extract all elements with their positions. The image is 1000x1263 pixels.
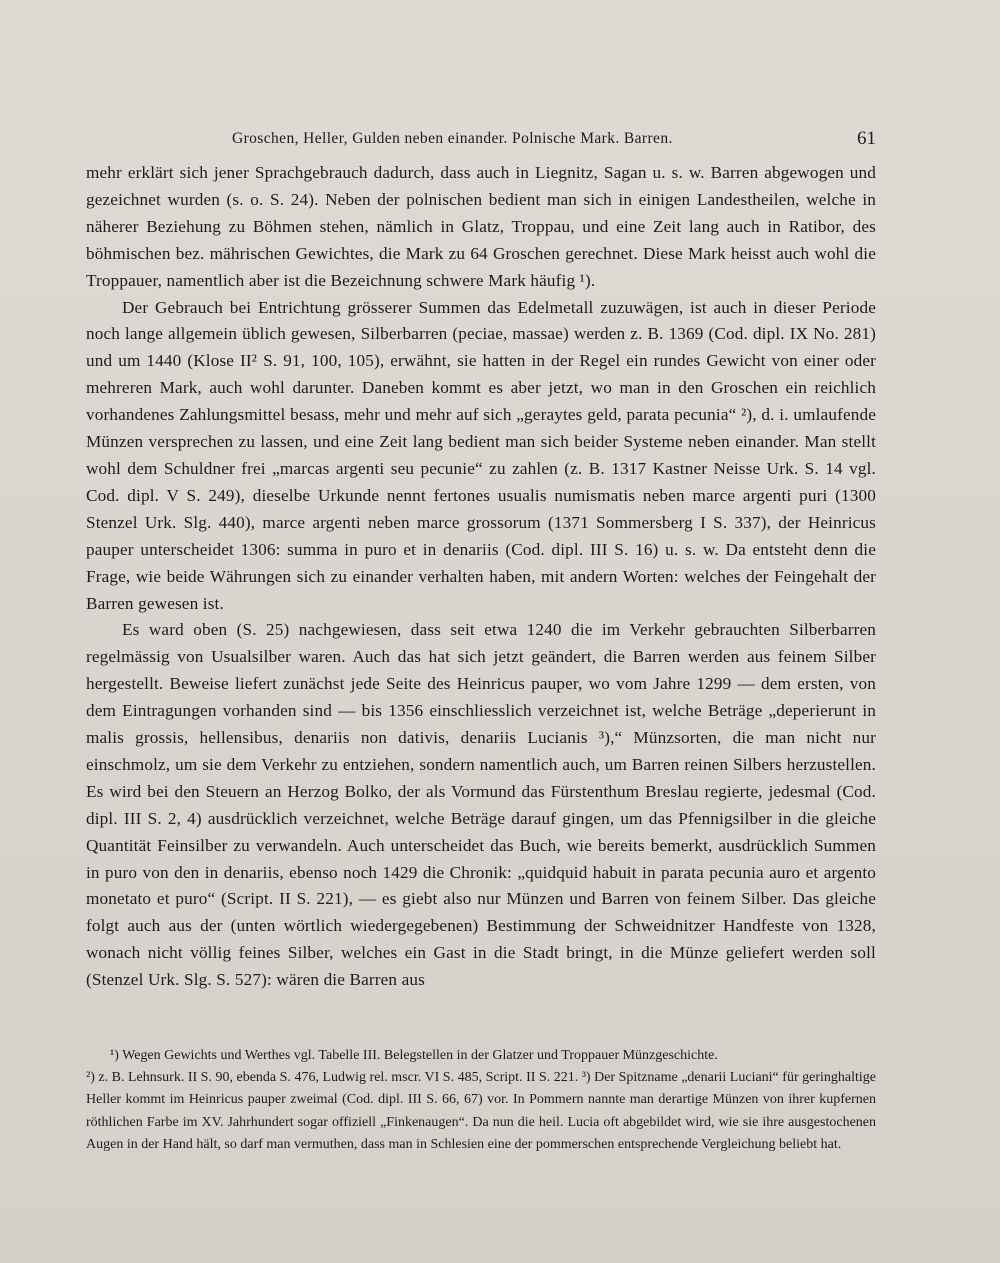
page-number: 61 bbox=[857, 128, 876, 149]
footnote: ²) z. B. Lehnsurk. II S. 90, ebenda S. 476, Ludwig rel. mscr. VI S. 485, Script. II S. 221. ³) Der Spitzname „denarii Luciani“ für geringhaltige Heller kommt im Heinricus pauper zweimal (Cod. dipl. III S. 66, 67) vor. In Pommern nannte man derartige Münzen von ihrer kupfernen röthlichen Farbe im XV. Jahrhundert sogar offiziell „Finkenaugen“. Da nun die heil. Lucia oft abgebildet wird, wie sie ihre ausgestochenen Augen in der Hand hält, so darf man vermuthen, dass man in Schlesien eine der pommerschen entsprechende Vergleichung beliebt hat. bbox=[86, 1070, 876, 1152]
paragraph: mehr erklärt sich jener Sprachgebrauch dadurch, dass auch in Liegnitz, Sagan u. s. w. Barren abgewogen und gezeichnet wurden (s. o. S. 24). Neben der polnischen bedient man sich in einigen Landestheilen, welche in näherer Beziehung zu Böhmen stehen, nämlich in Glatz, Troppau, und eine Zeit lang auch in Ratibor, des böhmischen bez. mährischen Gewichtes, die Mark zu 64 Groschen gerechnet. Diese Mark heisst auch wohl die Troppauer, namentlich aber ist die Bezeichnung schwere Mark häufig ¹). bbox=[86, 163, 876, 290]
footnote: ¹) Wegen Gewichts und Werthes vgl. Tabelle III. Belegstellen in der Glatzer und Troppauer Münzgeschichte. bbox=[110, 1048, 718, 1063]
main-text bbox=[86, 160, 876, 994]
paragraph: Der Gebrauch bei Entrichtung grösserer Summen das Edelmetall zuzuwägen, ist auch in dieser Periode noch lange allgemein üblich gewesen, Silberbarren (peciae, massae) werden z. B. 1369 (Cod. dipl. IX No. 281) und um 1440 (Klose II² S. 91, 100, 105), erwähnt, sie hatten in der Regel ein rundes Gewicht von einer oder mehreren Mark, auch wohl darunter. Daneben kommt es aber jetzt, wo man in den Groschen ein reichlich vorhandenes Zahlungsmittel besass, mehr und mehr auf sich „geraytes geld, parata pecunia“ ²), d. i. umlaufende Münzen versprechen zu lassen, und eine Zeit lang bedient man sich beider Systeme neben einander. Man stellt wohl dem Schuldner frei „marcas argenti seu pecunie“ zu zahlen (z. B. 1317 Kastner Neisse Urk. S. 14 vgl. Cod. dipl. V S. 249), dieselbe Urkunde nennt fertones usualis numismatis neben marce argenti puri (1300 Stenzel Urk. Slg. 440), marce argenti neben marce grossorum (1371 Sommersberg I S. 337), der Heinricus pauper unterscheidet 1306: summa in puro et in denariis (Cod. dipl. III S. 16) u. s. w. Da entsteht denn die Frage, wie beide Währungen sich zu einander verhalten haben, mit andern Worten: welches der Feingehalt der Barren gewesen ist. bbox=[86, 297, 876, 613]
page-header bbox=[86, 128, 876, 152]
running-title: Groschen, Heller, Gulden neben einander. Polnische Mark. Barren. bbox=[232, 130, 673, 147]
footnotes bbox=[86, 1045, 876, 1156]
paragraph: Es ward oben (S. 25) nachgewiesen, dass seit etwa 1240 die im Verkehr gebrauchten Silberbarren regelmässig von Usualsilber waren. Auch das hat sich jetzt geändert, die Barren werden aus feinem Silber hergestellt. Beweise liefert zunächst jede Seite des Heinricus pauper, wo vom Jahre 1299 — dem ersten, von dem Eintragungen vorhanden sind — bis 1356 einschliesslich verzeichnet ist, welche Beträge „deperierunt in malis grossis, hellensibus, denariis non dativis, denariis Lucianis ³),“ Münzsorten, die man nicht nur einschmolz, um sie dem Verkehr zu entziehen, sondern namentlich auch, um Barren reinen Silbers herzustellen. Es wird bei den Steuern an Herzog Bolko, der als Vormund das Fürstenthum Breslau regierte, jedesmal (Cod. dipl. III S. 2, 4) ausdrücklich verzeichnet, welche Beträge darauf gingen, um das Pfennigsilber in die gleiche Quantität Feinsilber zu verwandeln. Auch unterscheidet das Buch, wie bereits bemerkt, ausdrücklich Summen in puro von den in denariis, ebenso noch 1429 die Chronik: „quidquid habuit in parata pecunia auro et argento monetato et puro“ (Script. II S. 221), — es giebt also nur Münzen und Barren von feinem Silber. Das gleiche folgt auch aus der (unten wörtlich wiedergegebenen) Bestimmung der Schweidnitzer Handfeste von 1328, wonach nicht völlig feines Silber, welches ein Gast in die Stadt bringt, in die Münze geliefert werden soll (Stenzel Urk. Slg. S. 527): wären die Barren aus bbox=[86, 620, 876, 990]
